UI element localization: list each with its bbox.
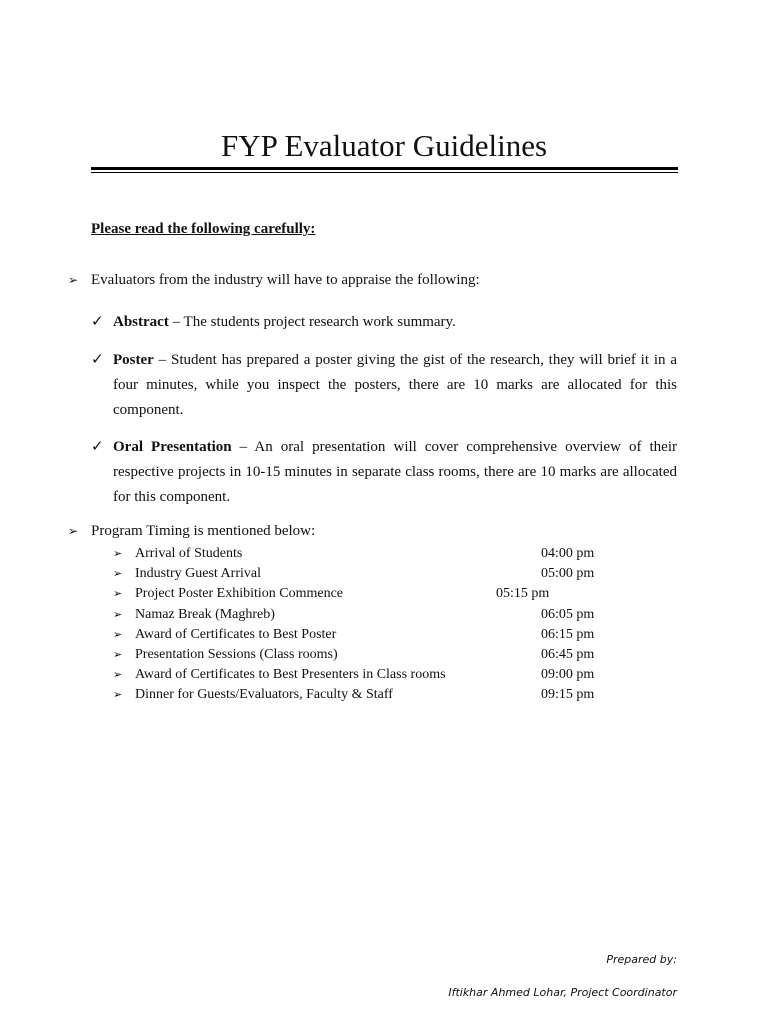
checkmark-icon: ✓: [91, 352, 104, 368]
timing-label: Industry Guest Arrival: [135, 566, 261, 581]
criterion-term: Oral Presentation: [113, 439, 232, 455]
arrow-bullet-icon: ➢: [68, 273, 79, 287]
prepared-by-label: Prepared by:: [606, 953, 677, 966]
timing-label: Arrival of Students: [135, 546, 243, 561]
timing-time: 06:05 pm: [541, 607, 595, 622]
timing-label: Presentation Sessions (Class rooms): [135, 647, 338, 662]
criterion-term: Abstract: [113, 314, 169, 330]
checkmark-icon: ✓: [91, 439, 104, 455]
arrow-bullet-icon: ➢: [113, 629, 123, 641]
author-credit: Iftikhar Ahmed Lohar, Project Coordinator: [448, 986, 677, 999]
criterion-abstract: [113, 310, 677, 335]
arrow-bullet-icon: ➢: [68, 524, 79, 538]
timing-row: [113, 605, 613, 625]
arrow-bullet-icon: ➢: [113, 609, 123, 621]
timing-time: 06:15 pm: [541, 627, 595, 642]
timing-label: Project Poster Exhibition Commence: [135, 586, 344, 601]
criterion-poster: [113, 348, 677, 423]
arrow-bullet-icon: ➢: [113, 649, 123, 661]
intro-note: Please read the following carefully:: [91, 221, 316, 237]
timing-label: Award of Certificates to Best Presenters in Class rooms: [135, 667, 446, 682]
timing-row: [113, 625, 613, 645]
timing-time: 06:45 pm: [541, 647, 595, 662]
title-underline-thin: [91, 172, 678, 173]
title-underline-thick: [91, 167, 678, 170]
timing-intro: Program Timing is mentioned below:: [91, 523, 316, 539]
criterion-term: Poster: [113, 352, 154, 368]
arrow-bullet-icon: ➢: [113, 689, 123, 701]
timing-time: 05:00 pm: [541, 566, 595, 581]
arrow-bullet-icon: ➢: [113, 588, 123, 600]
criterion-oral-presentation: [113, 435, 677, 510]
timing-label: Namaz Break (Maghreb): [135, 607, 275, 622]
timing-row: [113, 584, 613, 604]
criterion-description: – An oral presentation will cover comprehensive overview of their respective projects in 10-15 minutes in separate class rooms, there are 10 marks are allocated for this component.: [113, 439, 677, 505]
timing-time: 05:15 pm: [496, 586, 550, 601]
arrow-bullet-icon: ➢: [113, 568, 123, 580]
arrow-bullet-icon: ➢: [113, 548, 123, 560]
timing-time: 04:00 pm: [541, 546, 595, 561]
timing-time: 09:15 pm: [541, 687, 595, 702]
timing-row: [113, 544, 613, 564]
timing-row: [113, 665, 613, 685]
criterion-description: – Student has prepared a poster giving the gist of the research, they will brief it in a four minutes, while you inspect the posters, there are 10 marks are allocated for this component.: [113, 352, 677, 418]
timing-time: 09:00 pm: [541, 667, 595, 682]
evaluators-intro: Evaluators from the industry will have to appraise the following:: [91, 272, 480, 288]
timing-row: [113, 645, 613, 665]
criterion-description: – The students project research work summary.: [168, 314, 456, 330]
arrow-bullet-icon: ➢: [113, 669, 123, 681]
timing-label: Dinner for Guests/Evaluators, Faculty & Staff: [135, 687, 393, 702]
checkmark-icon: ✓: [91, 314, 104, 330]
timing-row: [113, 685, 613, 705]
timing-label: Award of Certificates to Best Poster: [135, 627, 337, 642]
page-title: FYP Evaluator Guidelines: [220, 128, 548, 163]
timing-row: [113, 564, 613, 584]
